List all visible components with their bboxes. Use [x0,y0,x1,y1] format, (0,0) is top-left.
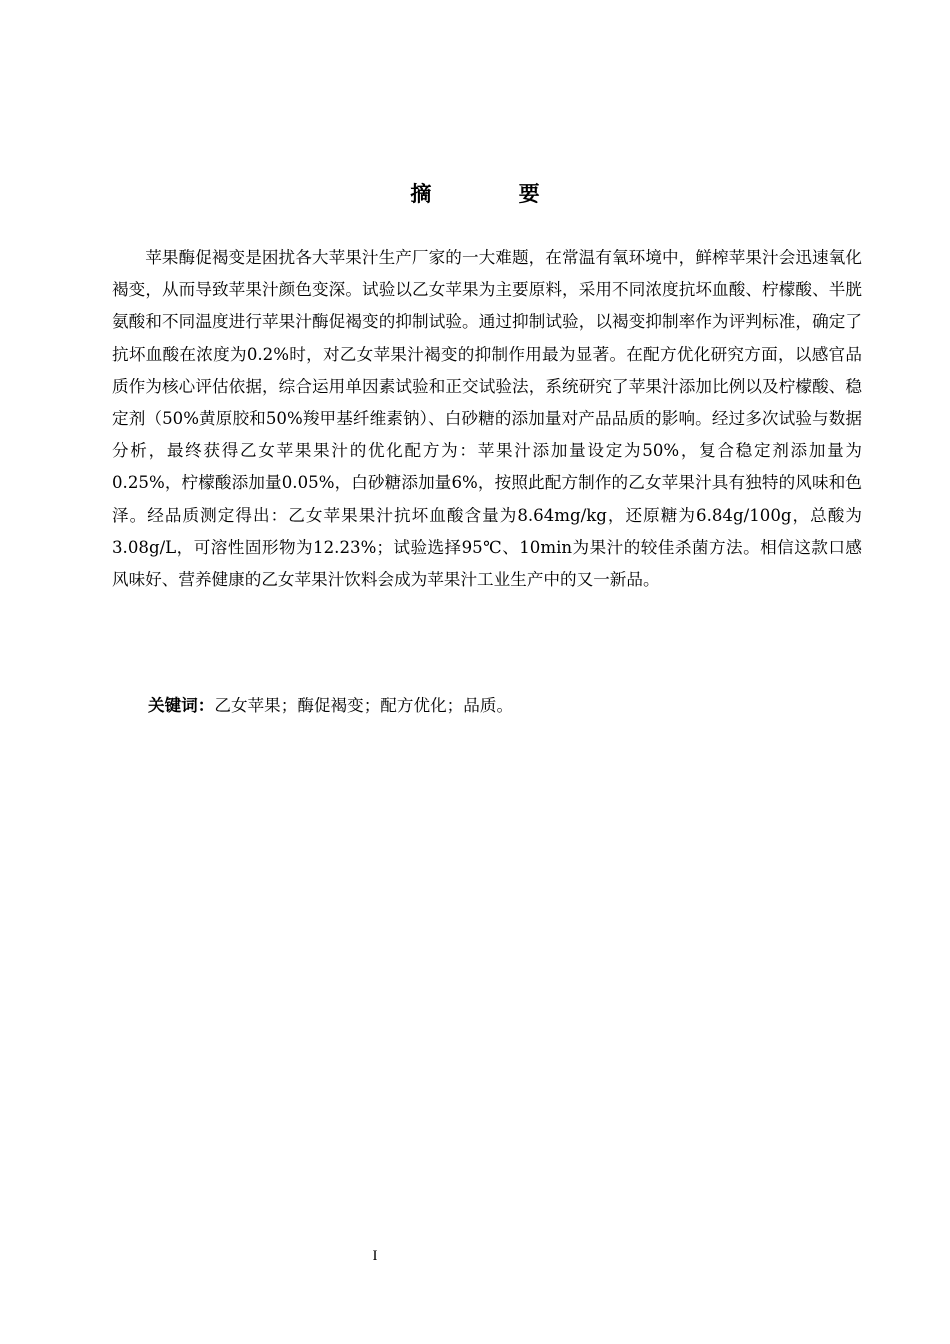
page-number: I [372,1248,378,1264]
abstract-title: 摘 要 [410,182,580,206]
abstract-paragraph: 苹果酶促褐变是困扰各大苹果汁生产厂家的一大难题，在常温有氧环境中，鲜榨苹果汁会迅速氧化褐变，从而导致苹果汁颜色变深。试验以乙女苹果为主要原料，采用不同浓度抗坏血酸、柠檬酸、半胱氨酸和不同温度进行苹果汁酶促褐变的抑制试验。通过抑制试验，以褐变抑制率作为评判标准，确定了抗坏血酸在浓度为0.2%时，对乙女苹果汁褐变的抑制作用最为显著。在配方优化研究方面，以感官品质作为核心评估依据，综合运用单因素试验和正交试验法，系统研究了苹果汁添加比例以及柠檬酸、稳定剂（50%黄原胶和50%羧甲基纤维素钠）、白砂糖的添加量对产品品质的影响。经过多次试验与数据分析，最终获得乙女苹果果汁的优化配方为：苹果汁添加量设定为50%，复合稳定剂添加量为0.25%，柠檬酸添加量0.05%，白砂糖添加量6%，按照此配方制作的乙女苹果汁具有独特的风味和色泽。经品质测定得出：乙女苹果果汁抗坏血酸含量为8.64mg/kg，还原糖为6.84g/100g，总酸为3.08g/L，可溶性固形物为12.23%；试验选择95℃、10min为果汁的较佳杀菌方法。相信这款口感风味好、营养健康的乙女苹果汁饮料会成为苹果汁工业生产中的又一新品。 [112,248,862,590]
keywords-line [148,690,862,722]
keywords-text: 乙女苹果；酶促褐变；配方优化；品质。 [214,696,514,715]
keywords-label: 关键词： [148,696,215,715]
